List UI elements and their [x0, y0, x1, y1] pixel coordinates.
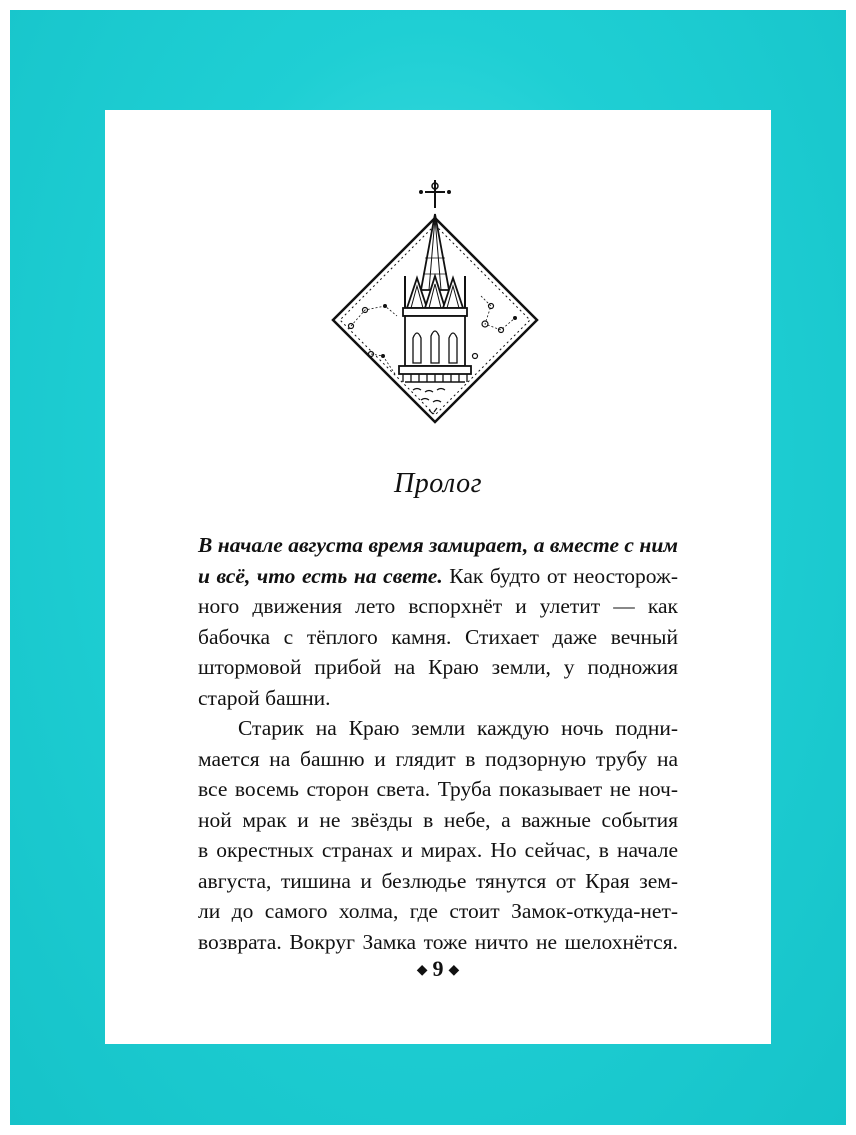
teal-frame [10, 10, 846, 1125]
text-line: возврата. Вокруг Замка тоже ничто не шелохнётся. [198, 929, 678, 954]
text-line: в окрестных странах и мирах. Но сейчас, в начале [198, 838, 678, 862]
chapter-title: Пролог [394, 468, 482, 499]
text-line: ли до самого холма, где стоит Замок-откуда-нет- [198, 899, 678, 923]
text-line: старой башни. [198, 685, 331, 710]
lead-italic-text: и всё, что есть на свете. [198, 563, 443, 588]
text-run: Как будто от неосторож- [442, 563, 678, 588]
tower-emblem-icon [325, 178, 545, 428]
text-line: ной мрак и не звёзды в небе, а важные события [198, 807, 678, 832]
text-line: мается на башню и глядит в подзорную трубу на [198, 746, 678, 771]
page-number-value: 9 [432, 956, 444, 981]
diamond-ornament-icon: ◆ [448, 963, 460, 978]
text-line: ного движения лето вспорхнёт и улетит — как [198, 594, 678, 618]
text-line: бабочка с тёплого камня. Стихает даже вечный [198, 624, 678, 649]
text-line [198, 530, 678, 561]
body-text [198, 530, 678, 957]
page-number [105, 956, 771, 982]
text-line [198, 561, 678, 592]
text-line: все восемь сторон света. Труба показывает не ноч- [198, 777, 678, 801]
text-line: августа, тишина и безлюдье тянутся от Края зем- [198, 868, 678, 893]
text-line: штормовой прибой на Краю земли, у подножия [198, 655, 678, 679]
lead-italic-text: В начале августа время замирает, а вместе с ним [198, 533, 678, 557]
diamond-ornament-icon: ◆ [416, 963, 428, 978]
text-line: Старик на Краю земли каждую ночь подни- [238, 716, 678, 740]
book-page [105, 110, 771, 1044]
